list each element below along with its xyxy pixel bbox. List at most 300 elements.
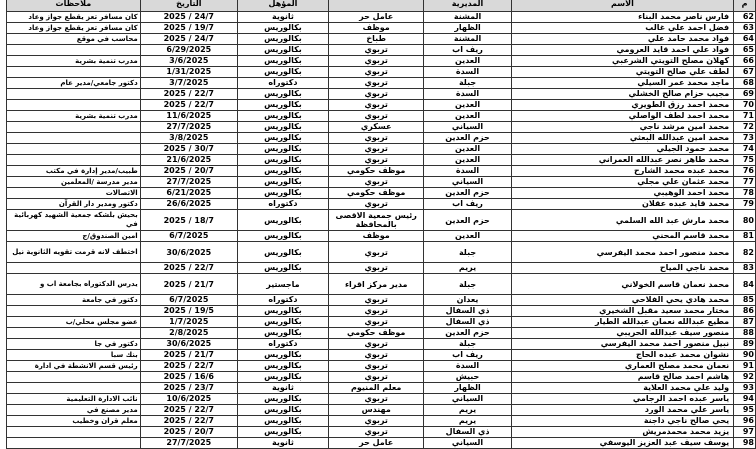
person-name: منصور سيف عبدالله الحريبي [511, 328, 733, 339]
occupation-cell: تربوي [329, 177, 424, 188]
notes-cell: مدرب تنمية بشرية [7, 111, 141, 122]
date-cell: 30/6/2025 [140, 339, 237, 350]
notes-cell [7, 372, 141, 383]
qualification-cell: بكالوريس [237, 263, 328, 274]
table-row [7, 56, 756, 67]
occupation-cell: تربوي [329, 372, 424, 383]
person-name: محمد قايد عبده عقلان [511, 199, 733, 210]
date-cell: 30/7 / 2025 [140, 144, 237, 155]
occupation-cell: تربوي [329, 56, 424, 67]
person-name: محمد عبده محمد الشارح [511, 166, 733, 177]
district-cell: ريف اب [424, 350, 511, 361]
district-cell: العدين [424, 155, 511, 166]
district-cell: السياني [424, 438, 511, 449]
district-cell: جبلة [424, 78, 511, 89]
table-row [7, 416, 756, 427]
detainees-table [6, 0, 756, 449]
district-cell: يريم [424, 263, 511, 274]
occupation-cell: تربوي [329, 199, 424, 210]
header-district: المديرية [424, 0, 511, 12]
table-row [7, 306, 756, 317]
district-cell: السدة [424, 361, 511, 372]
header-row [7, 0, 756, 12]
qualification-cell: بكالوريس [237, 177, 328, 188]
qualification-cell: بكالوريس [237, 242, 328, 263]
notes-cell [7, 45, 141, 56]
qualification-cell: بكالوريس [237, 188, 328, 199]
qualification-cell: دكتوراه [237, 199, 328, 210]
person-name: محمد قاسم المحني [511, 231, 733, 242]
qualification-cell: بكالوريس [237, 23, 328, 34]
table-row [7, 111, 756, 122]
table-row [7, 405, 756, 416]
district-cell: جبلة [424, 242, 511, 263]
district-cell: ريف اب [424, 199, 511, 210]
occupation-cell: تربوي [329, 350, 424, 361]
date-cell: 3/8/2025 [140, 133, 237, 144]
qualification-cell: بكالوريس [237, 34, 328, 45]
district-cell: العدين [424, 111, 511, 122]
table-row [7, 361, 756, 372]
date-cell: 1/31/2025 [140, 67, 237, 78]
date-cell: 21/6/2025 [140, 155, 237, 166]
notes-cell [7, 438, 141, 449]
person-name: فضل احمد علي غالب [511, 23, 733, 34]
district-cell: العدين [424, 100, 511, 111]
row-number: 72 [734, 122, 756, 133]
table-row [7, 394, 756, 405]
row-number: 75 [734, 155, 756, 166]
district-cell: جبلة [424, 339, 511, 350]
district-cell: المشنة [424, 12, 511, 23]
row-number: 80 [734, 210, 756, 231]
row-number: 98 [734, 438, 756, 449]
notes-cell: اختطف لانه قرمت تقويه الثانوية نيل [7, 242, 141, 263]
qualification-cell: بكالوريس [237, 133, 328, 144]
person-name: محمد نعمان قاسم الخولاني [511, 274, 733, 295]
occupation-cell: تربوي [329, 45, 424, 56]
row-number: 89 [734, 339, 756, 350]
row-number: 86 [734, 306, 756, 317]
row-number: 62 [734, 12, 756, 23]
table-row [7, 427, 756, 438]
header-qualification: المؤهل [237, 0, 328, 12]
date-cell: 11/6/2025 [140, 111, 237, 122]
table-row [7, 78, 756, 89]
row-number: 94 [734, 394, 756, 405]
table-row [7, 100, 756, 111]
occupation-cell: رئيس جمعية الاقصى بالمحافظة [329, 210, 424, 231]
table-row [7, 199, 756, 210]
district-cell: المشنة [424, 34, 511, 45]
qualification-cell: ماجستير [237, 274, 328, 295]
date-cell: 21/7 / 2025 [140, 350, 237, 361]
qualification-cell: بكالوريس [237, 100, 328, 111]
notes-cell: نائب الادارة التعليمية [7, 394, 141, 405]
row-number: 64 [734, 34, 756, 45]
district-cell: يريم [424, 416, 511, 427]
date-cell: 24/7 / 2025 [140, 12, 237, 23]
table-row [7, 122, 756, 133]
person-name: محمد طاهر نصر عبدالله العمراني [511, 155, 733, 166]
table-row [7, 177, 756, 188]
qualification-cell: بكالوريس [237, 350, 328, 361]
person-name: كهلان مصلح التويتي الشرعبي [511, 56, 733, 67]
date-cell: 22/7 / 2025 [140, 416, 237, 427]
row-number: 68 [734, 78, 756, 89]
qualification-cell: بكالوريس [237, 67, 328, 78]
person-name: محمد احمد رزق الطويري [511, 100, 733, 111]
qualification-cell: بكالوريس [237, 144, 328, 155]
row-number: 76 [734, 166, 756, 177]
qualification-cell: بكالوريس [237, 122, 328, 133]
notes-cell [7, 133, 141, 144]
table-row [7, 89, 756, 100]
date-cell: 21/7 / 2025 [140, 274, 237, 295]
occupation-cell: تربوي [329, 306, 424, 317]
table-row [7, 231, 756, 242]
table-row [7, 328, 756, 339]
date-cell: 6/7/2025 [140, 295, 237, 306]
row-number: 71 [734, 111, 756, 122]
table-body [7, 12, 756, 449]
person-name: فارس ناصر محمد البناء [511, 12, 733, 23]
notes-cell: محاسب في موقع [7, 34, 141, 45]
district-cell: السدة [424, 89, 511, 100]
qualification-cell: بكالوريس [237, 372, 328, 383]
district-cell: حزم العدين [424, 133, 511, 144]
date-cell: 3/7/2025 [140, 78, 237, 89]
person-name: محمد ناجي المياح [511, 263, 733, 274]
qualification-cell: بكالوريس [237, 306, 328, 317]
person-name: هاشم احمد صالح قاسم [511, 372, 733, 383]
district-cell: ذي السفال [424, 306, 511, 317]
person-name: مطيع عبدالله نعمان عبدالله الطيار [511, 317, 733, 328]
occupation-cell: تربوي [329, 144, 424, 155]
date-cell: 10/6/2025 [140, 394, 237, 405]
notes-cell: كان مسافر تعز يقطع جواز وعاد [7, 12, 141, 23]
qualification-cell: بكالوريس [237, 56, 328, 67]
qualification-cell: بكالوريس [237, 361, 328, 372]
table-row [7, 242, 756, 263]
qualification-cell: بكالوريس [237, 394, 328, 405]
occupation-cell: تربوي [329, 339, 424, 350]
occupation-cell: موظف حكومي [329, 166, 424, 177]
notes-cell: عضو مجلس محلي/ب [7, 317, 141, 328]
occupation-cell: تربوي [329, 89, 424, 100]
date-cell: 22/7 / 2025 [140, 263, 237, 274]
qualification-cell: بكالوريس [237, 45, 328, 56]
district-cell: الظهار [424, 23, 511, 34]
notes-cell: كان مسافر تعز يقطع جواز وعاد [7, 23, 141, 34]
row-number: 73 [734, 133, 756, 144]
occupation-cell: موظف [329, 23, 424, 34]
occupation-cell: تربوي [329, 155, 424, 166]
qualification-cell: دكتوراه [237, 295, 328, 306]
district-cell: ريف اب [424, 45, 511, 56]
occupation-cell: عامل حر [329, 438, 424, 449]
date-cell: 26/6/2025 [140, 199, 237, 210]
person-name: محمد منصور احمد محمد اليفرسي [511, 242, 733, 263]
occupation-cell: تربوي [329, 295, 424, 306]
notes-cell: مدرب تنمية بشرية [7, 56, 141, 67]
notes-cell: بحيش بلشكه جمعية الشهيد كهربائية في [7, 210, 141, 231]
table-row [7, 339, 756, 350]
notes-cell: دكتور في جامعة [7, 295, 141, 306]
header-notes: ملاحظات [7, 0, 141, 12]
qualification-cell: بكالوريس [237, 166, 328, 177]
occupation-cell: تربوي [329, 317, 424, 328]
date-cell: 24/7 / 2025 [140, 34, 237, 45]
person-name: يحي صالح ناجي داجنة [511, 416, 733, 427]
notes-cell: بنك سبا [7, 350, 141, 361]
notes-cell [7, 89, 141, 100]
qualification-cell: ثانوية [237, 12, 328, 23]
table-row [7, 12, 756, 23]
table-row [7, 295, 756, 306]
row-number: 74 [734, 144, 756, 155]
table-row [7, 317, 756, 328]
district-cell: السدة [424, 67, 511, 78]
occupation-cell: تربوي [329, 394, 424, 405]
table-row [7, 210, 756, 231]
district-cell: السياني [424, 394, 511, 405]
person-name: لطف علي صالح التويتي [511, 67, 733, 78]
notes-cell [7, 144, 141, 155]
person-name: مختار محمد سعيد مقبل الشخيري [511, 306, 733, 317]
row-number: 81 [734, 231, 756, 242]
occupation-cell: تربوي [329, 361, 424, 372]
district-cell: العدين [424, 231, 511, 242]
date-cell: 27/7/2025 [140, 438, 237, 449]
person-name: فواد محمد حامد علي [511, 34, 733, 45]
notes-cell: دكتور في جا [7, 339, 141, 350]
qualification-cell: بكالوريس [237, 155, 328, 166]
notes-cell: دكتور جامعي/مدير عام [7, 78, 141, 89]
district-cell: يريم [424, 405, 511, 416]
qualification-cell: بكالوريس [237, 328, 328, 339]
row-number: 66 [734, 56, 756, 67]
district-cell: حزم العدين [424, 210, 511, 231]
notes-cell: امين الصندوق/ج [7, 231, 141, 242]
date-cell: 6/29/2025 [140, 45, 237, 56]
occupation-cell: معلم المنيوم [329, 383, 424, 394]
occupation-cell: موظف حكومي [329, 328, 424, 339]
date-cell: 22/7 / 2025 [140, 361, 237, 372]
qualification-cell: ثانوية [237, 438, 328, 449]
table-row [7, 350, 756, 361]
person-name: محمد احمد الوهيبي [511, 188, 733, 199]
district-cell: الظهار [424, 383, 511, 394]
person-name: يوسف سيف عبد العزيز اليوسفي [511, 438, 733, 449]
row-number: 83 [734, 263, 756, 274]
row-number: 93 [734, 383, 756, 394]
person-name: نعمان محمد مصلح العماري [511, 361, 733, 372]
table-row [7, 133, 756, 144]
person-name: وليد علي محمد العلاية [511, 383, 733, 394]
person-name: يزيد محمد محمدمريش [511, 427, 733, 438]
occupation-cell: تربوي [329, 242, 424, 263]
person-name: محمد عثمان علي مجلي [511, 177, 733, 188]
person-name: ياسر علي محمد الورد [511, 405, 733, 416]
occupation-cell: مدير مركز اقراء [329, 274, 424, 295]
row-number: 96 [734, 416, 756, 427]
notes-cell: يدرس الدكتوراه بجامعة اب و [7, 274, 141, 295]
qualification-cell: بكالوريس [237, 89, 328, 100]
occupation-cell: تربوي [329, 67, 424, 78]
district-cell: السياني [424, 177, 511, 188]
occupation-cell: مهندس [329, 405, 424, 416]
qualification-cell: بكالوريس [237, 317, 328, 328]
occupation-cell: تربوي [329, 263, 424, 274]
notes-cell [7, 427, 141, 438]
qualification-cell: بكالوريس [237, 111, 328, 122]
table-row [7, 274, 756, 295]
person-name: نبيل منصور احمد محمد اليفرسي [511, 339, 733, 350]
district-cell: ذي السفال [424, 317, 511, 328]
header-name: الاسم [511, 0, 733, 12]
date-cell: 3/6/2025 [140, 56, 237, 67]
table-row [7, 188, 756, 199]
qualification-cell: دكتوراه [237, 78, 328, 89]
row-number: 97 [734, 427, 756, 438]
row-number: 78 [734, 188, 756, 199]
date-cell: 27/7/2025 [140, 177, 237, 188]
row-number: 79 [734, 199, 756, 210]
person-name: محمد احمد لطف الواصلي [511, 111, 733, 122]
occupation-cell: تربوي [329, 427, 424, 438]
row-number: 85 [734, 295, 756, 306]
person-name: محمد مارش عبد الله السلمي [511, 210, 733, 231]
district-cell: السدة [424, 166, 511, 177]
notes-cell [7, 306, 141, 317]
district-cell: السياني [424, 122, 511, 133]
row-number: 63 [734, 23, 756, 34]
date-cell: 23/7 / 2025 [140, 383, 237, 394]
person-name: نشوان محمد عبده الحاج [511, 350, 733, 361]
notes-cell: مدير مصنع في [7, 405, 141, 416]
person-name: ماجد محمد عمر السيلي [511, 78, 733, 89]
person-name: محمد امين عبدالله البعثي [511, 133, 733, 144]
table-row [7, 45, 756, 56]
occupation-cell: عامل حر [329, 12, 424, 23]
district-cell: حزم العدين [424, 188, 511, 199]
qualification-cell: دكتوراه [237, 339, 328, 350]
district-cell: العدين [424, 56, 511, 67]
qualification-cell: بكالوريس [237, 416, 328, 427]
qualification-cell: بكالوريس [237, 427, 328, 438]
row-number: 70 [734, 100, 756, 111]
occupation-cell: تربوي [329, 111, 424, 122]
table-row [7, 372, 756, 383]
person-name: ياسر عبده احمد الرجامي [511, 394, 733, 405]
district-cell: حبيش [424, 372, 511, 383]
date-cell: 22/7 / 2025 [140, 405, 237, 416]
person-name: فواد علي احمد قايد العرومي [511, 45, 733, 56]
date-cell: 20/7 / 2025 [140, 166, 237, 177]
row-number: 91 [734, 361, 756, 372]
row-number: 84 [734, 274, 756, 295]
table-row [7, 438, 756, 449]
occupation-cell: عسكري [329, 122, 424, 133]
qualification-cell: بكالوريس [237, 231, 328, 242]
occupation-cell: تربوي [329, 100, 424, 111]
date-cell: 22/7 / 2025 [140, 100, 237, 111]
table-row [7, 23, 756, 34]
date-cell: 22/7 / 2025 [140, 89, 237, 100]
person-name: محمد هادي يحي الفلاحي [511, 295, 733, 306]
district-cell: ذي السفال [424, 427, 511, 438]
notes-cell [7, 67, 141, 78]
row-number: 67 [734, 67, 756, 78]
table-row [7, 144, 756, 155]
notes-cell [7, 155, 141, 166]
date-cell: 27/7/2025 [140, 122, 237, 133]
occupation-cell: تربوي [329, 133, 424, 144]
table-row [7, 166, 756, 177]
date-cell: 20/7 / 2025 [140, 427, 237, 438]
notes-cell [7, 383, 141, 394]
table-row [7, 67, 756, 78]
notes-cell: الاتصالات [7, 188, 141, 199]
occupation-cell: تربوي [329, 416, 424, 427]
row-number: 87 [734, 317, 756, 328]
table-row [7, 155, 756, 166]
person-name: محمد امين مرشد ناجي [511, 122, 733, 133]
notes-cell: طبيب/مدير إدارة في مكتب [7, 166, 141, 177]
header-date: التاريخ [140, 0, 237, 12]
row-number: 69 [734, 89, 756, 100]
qualification-cell: بكالوريس [237, 405, 328, 416]
person-name: مجيب حزام صالح الخشلي [511, 89, 733, 100]
header-work [329, 0, 424, 12]
row-number: 95 [734, 405, 756, 416]
qualification-cell: ثانوية [237, 383, 328, 394]
occupation-cell: موظف حكومي [329, 188, 424, 199]
row-number: 90 [734, 350, 756, 361]
occupation-cell: موظف [329, 231, 424, 242]
row-number: 77 [734, 177, 756, 188]
row-number: 65 [734, 45, 756, 56]
table-row [7, 34, 756, 45]
qualification-cell: بكالوريس [237, 210, 328, 231]
occupation-cell: تربوي [329, 78, 424, 89]
notes-cell [7, 328, 141, 339]
district-cell: العدين [424, 144, 511, 155]
header-num: م [734, 0, 756, 12]
notes-cell: معلم قران وخطيب [7, 416, 141, 427]
date-cell: 16/6 / 2025 [140, 372, 237, 383]
date-cell: 1/7/2025 [140, 317, 237, 328]
person-name: محمد حمود الجيلي [511, 144, 733, 155]
date-cell: 19/7 / 2025 [140, 23, 237, 34]
row-number: 88 [734, 328, 756, 339]
district-cell: جبلة [424, 274, 511, 295]
table-row [7, 383, 756, 394]
date-cell: 19/5 / 2025 [140, 306, 237, 317]
notes-cell [7, 122, 141, 133]
date-cell: 30/6/2025 [140, 242, 237, 263]
row-number: 82 [734, 242, 756, 263]
notes-cell: رئيس قسم الانشطة في ادارة [7, 361, 141, 372]
row-number: 92 [734, 372, 756, 383]
table-row [7, 263, 756, 274]
date-cell: 6/7/2025 [140, 231, 237, 242]
notes-cell [7, 100, 141, 111]
date-cell: 6/21/2025 [140, 188, 237, 199]
date-cell: 2/8/2025 [140, 328, 237, 339]
notes-cell [7, 263, 141, 274]
